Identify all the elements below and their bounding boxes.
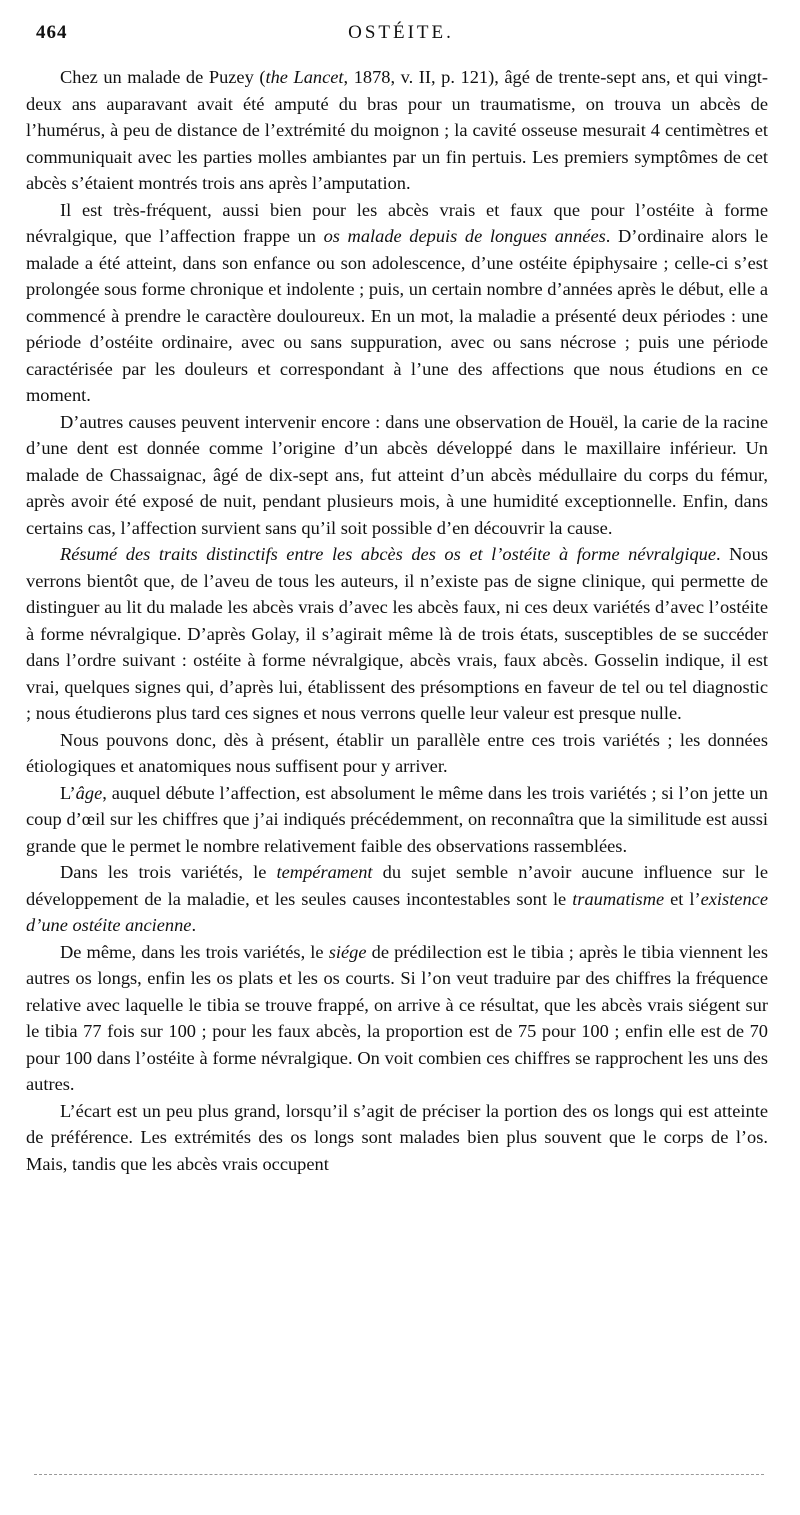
paragraph <box>26 727 768 780</box>
paragraph <box>26 859 768 939</box>
italic-text: os malade depuis de longues années <box>323 226 606 246</box>
italic-text: tempérament <box>276 862 373 882</box>
italic-text: the Lancet <box>265 67 344 87</box>
text-run: . D’ordinaire alors le malade a été atteint, dans son enfance ou son adolescence, d’une ostéite épiphysaire ; celle-ci s’est prolongée sous forme chronique et indolente ; puis, un certain nombre d’années après le début, elle a commencé à prendre le caractère douloureux. En un mot, la maladie a présenté deux périodes : une période d’ostéite ordinaire, avec ou sans suppuration, avec ou sans nécrose ; puis une période caractérisée par les douleurs et correspondant à l’une des affections que nous étudions en ce moment. <box>26 226 768 405</box>
italic-text: existence d’une ostéite ancienne <box>26 888 768 935</box>
text-run: L’écart est un peu plus grand, lorsqu’il s’agit de préciser la portion des os longs qui est atteinte de préférence. Les extrémités des os longs sont malades bien plus souvent que le corps de l’os. Mais, tandis que les abcès vrais occupent <box>26 1100 768 1174</box>
page-number: 464 <box>36 22 68 43</box>
running-title: OSTÉITE. <box>348 22 454 43</box>
text-run: . Nous verrons bientôt que, de l’aveu de tous les auteurs, il n’existe pas de signe clinique, qui permette de distinguer au lit du malade les abcès vrais d’avec les abcès faux, ni ces deux variétés d’avec l’ostéite à forme névralgique. D’après Golay, il s’agirait même là de trois états, susceptibles de se succéder dans l’ordre suivant : ostéite à forme névralgique, abcès vrais, faux abcès. Gosselin indique, il est vrai, quelques signes qui, d’après lui, établissent des présomptions en faveur de tel ou tel diagnostic ; nous étudierons plus tard ces signes et nous verrons quelle leur valeur est presque nulle. <box>26 544 768 723</box>
paragraph <box>26 780 768 860</box>
text-run: Il est très-fréquent, aussi bien pour les abcès vrais et faux que pour l’ostéite à forme névralgique, que l’affection frappe un <box>26 199 768 246</box>
text-run: et l’ <box>664 888 701 909</box>
paragraph <box>26 64 768 197</box>
italic-text: âge <box>75 782 103 803</box>
text-run: De même, dans les trois variétés, le <box>60 941 329 962</box>
text-run: . <box>191 915 197 935</box>
text-run: D’autres causes peuvent intervenir encore : dans une observation de Houël, la carie de la racine d’une dent est donnée comme l’origine d’un abcès développé dans le maxillaire inférieur. Un malade de Chassaignac, âgé de dix-sept ans, fut atteint d’un abcès médullaire du corps du fémur, après avoir été exposé de nuit, pendant plusieurs mois, à une humidité exceptionnelle. Enfin, dans certains cas, l’affection survient sans qu’il soit possible d’en découvrir la cause. <box>26 411 768 538</box>
paragraph <box>26 1098 768 1178</box>
text-run: Nous pouvons donc, dès à présent, établir un parallèle entre ces trois variétés ; les données étiologiques et anatomiques nous suffisent pour y arriver. <box>26 729 768 776</box>
italic-text: siége <box>328 941 367 962</box>
text-run: de prédilection est le tibia ; après le tibia viennent les autres os longs, enfin les os plats et les os courts. Si l’on veut traduire par des chiffres la fréquence relative avec laquelle le tibia se trouve frappé, on arrive à ce résultat, que les abcès vrais siégent sur le tibia 77 fois sur 100 ; pour les faux abcès, la proportion est de 75 pour 100 ; enfin elle est de 70 pour 100 dans l’ostéite à forme névralgique. On voit combien ces chiffres se rapprochent les uns des autres. <box>26 941 768 1094</box>
text-run: , auquel débute l’affection, est absolument le même dans les trois variétés ; si l’on jette un coup d’œil sur les chiffres que j’ai indiqués précédemment, on reconnaîtra que la similitude est aussi grande que le permet le nombre relativement faible des observations rassemblées. <box>26 782 768 856</box>
text-run: Dans les trois variétés, le <box>60 862 277 882</box>
paragraph <box>26 409 768 542</box>
page-header <box>36 22 766 52</box>
paragraph <box>26 197 768 409</box>
italic-text: Résumé des traits distinctifs entre les abcès des os et l’ostéite à forme névralgique <box>60 544 716 564</box>
text-run: du sujet semble n’avoir aucune influence sur le développement de la maladie, et les seules causes incontestables sont le <box>26 862 768 909</box>
text-run: Chez un malade de Puzey ( <box>60 67 266 87</box>
body-text <box>26 64 768 1177</box>
text-run: L’ <box>60 782 76 803</box>
italic-text: traumatisme <box>572 888 665 909</box>
paragraph <box>26 541 768 727</box>
footer-rule <box>34 1474 764 1475</box>
paragraph <box>26 939 768 1098</box>
text-run: , 1878, v. II, p. 121), âgé de trente-sept ans, et qui vingt-deux ans auparavant avait été amputé du bras pour un traumatisme, on trouva un abcès de l’humérus, à peu de distance de l’extrémité du moignon ; la cavité osseuse mesurait 4 centimètres et communiquait avec les parties molles ambiantes par un fin pertuis. Les premiers symptômes de cet abcès s’étaient montrés trois ans après l’amputation. <box>26 67 768 193</box>
